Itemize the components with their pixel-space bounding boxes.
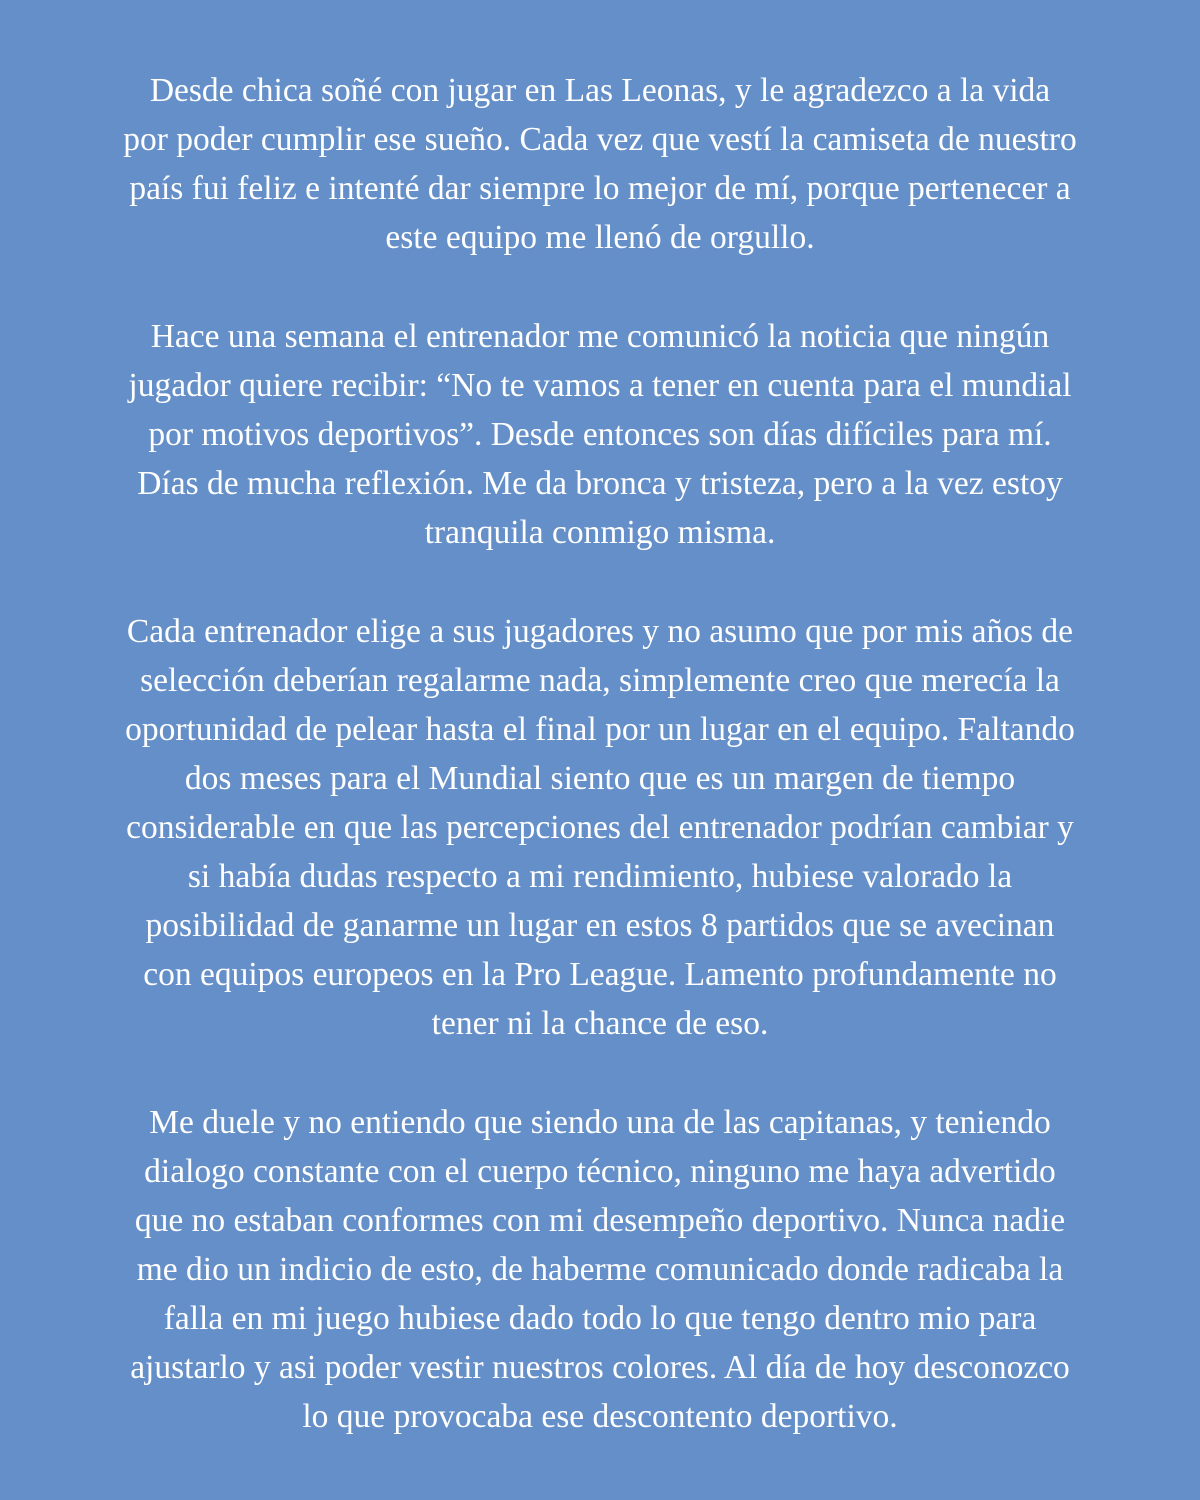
text-line: tener ni la chance de eso.	[431, 1005, 769, 1042]
text-line: por poder cumplir ese sueño. Cada vez que vestí la camiseta de nuestro	[123, 121, 1077, 158]
text-line: Me duele y no entiendo que siendo una de las capitanas, y teniendo	[149, 1104, 1051, 1141]
text-line: por motivos deportivos”. Desde entonces son días difíciles para mí.	[148, 416, 1052, 453]
text-line: Cada entrenador elige a sus jugadores y no asumo que por mis años de	[126, 613, 1074, 650]
paragraph-3	[80, 607, 1120, 1048]
text-line: dos meses para el Mundial siento que es un margen de tiempo	[184, 760, 1016, 797]
text-line: me dio un indicio de esto, de haberme comunicado donde radicaba la	[136, 1251, 1064, 1288]
text-line: oportunidad de pelear hasta el final por un lugar en el equipo. Faltando	[125, 711, 1075, 748]
text-line: falla en mi juego hubiese dado todo lo que tengo dentro mio para	[163, 1300, 1037, 1337]
text-line: que no estaban conformes con mi desempeño deportivo. Nunca nadie	[134, 1202, 1066, 1239]
text-line: con equipos europeos en la Pro League. Lamento profundamente no	[143, 956, 1057, 993]
text-line: Días de mucha reflexión. Me da bronca y tristeza, pero a la vez estoy	[137, 465, 1063, 502]
text-line: selección deberían regalarme nada, simplemente creo que merecía la	[140, 662, 1060, 699]
text-line: Hace una semana el entrenador me comunicó la noticia que ningún	[150, 318, 1050, 355]
text-line: país fui feliz e intenté dar siempre lo mejor de mí, porque pertenecer a	[129, 170, 1071, 207]
text-line: este equipo me llenó de orgullo.	[385, 219, 815, 256]
text-line: dialogo constante con el cuerpo técnico, ninguno me haya advertido	[144, 1153, 1056, 1190]
paragraph-1	[80, 66, 1120, 262]
paragraph-4	[80, 1098, 1120, 1441]
text-line: tranquila conmigo misma.	[424, 514, 776, 551]
text-line: Desde chica soñé con jugar en Las Leonas, y le agradezco a la vida	[149, 72, 1051, 109]
text-line: lo que provocaba ese descontento deportivo.	[302, 1398, 898, 1435]
text-line: posibilidad de ganarme un lugar en estos 8 partidos que se avecinan	[145, 907, 1055, 944]
text-line: ajustarlo y asi poder vestir nuestros colores. Al día de hoy desconozco	[130, 1349, 1070, 1386]
text-line: jugador quiere recibir: “No te vamos a tener en cuenta para el mundial	[128, 367, 1072, 404]
text-line: si había dudas respecto a mi rendimiento, hubiese valorado la	[187, 858, 1013, 895]
text-line: considerable en que las percepciones del entrenador podrían cambiar y	[126, 809, 1074, 846]
paragraph-2	[80, 312, 1120, 557]
